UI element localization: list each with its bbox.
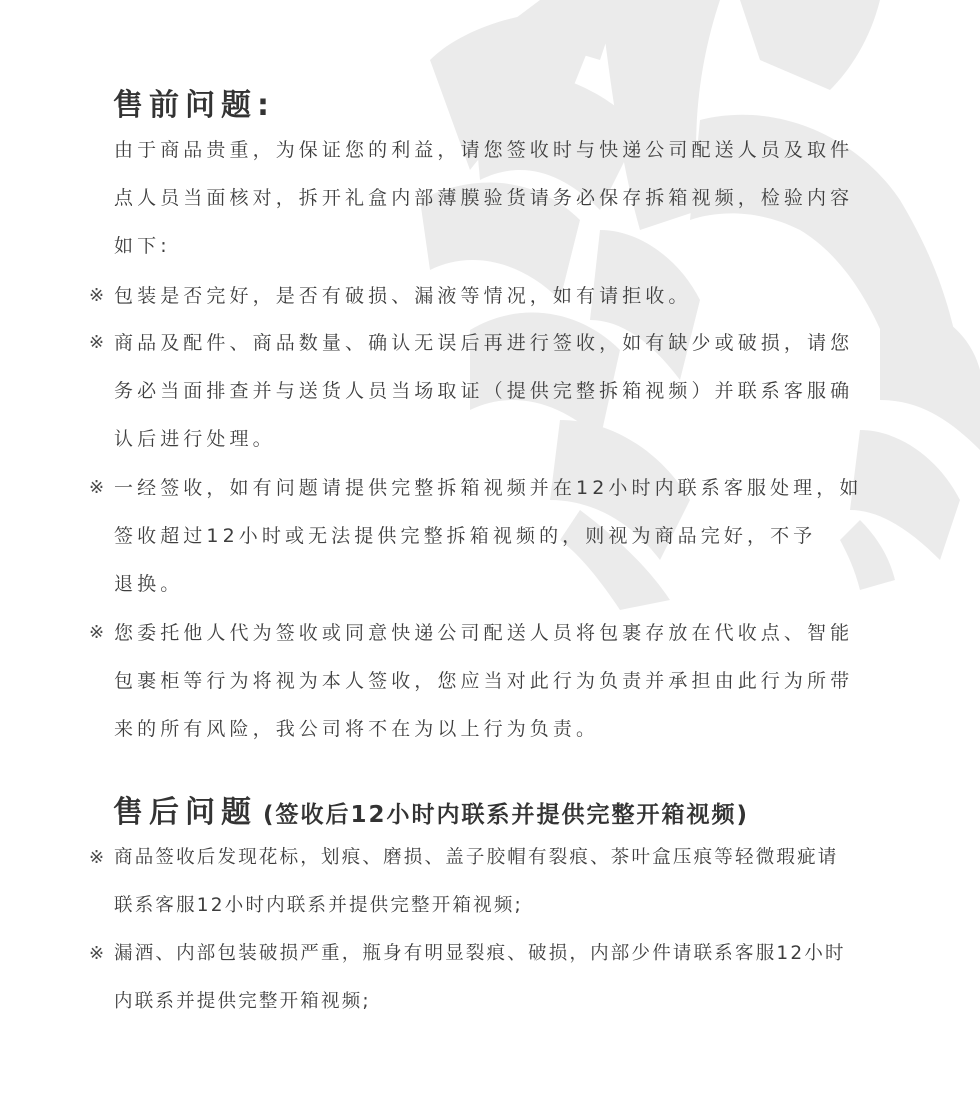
aftersale-item-serious-damage-line-1: 漏酒、内部包装破损严重，瓶身有明显裂痕、破损，内部少件请联系客服12小时 (114, 943, 846, 964)
aftersale-title: 售后问题 (113, 795, 257, 830)
presale-item-packaging-line-1: 包装是否完好，是否有破损、漏液等情况，如有请拒收。 (114, 285, 692, 307)
presale-heading (113, 80, 275, 124)
presale-item-proxy-line-2: 包裹柜等行为将视为本人签收，您应当对此行为负责并承担由此行为所带 (114, 670, 854, 692)
presale-item-after-signing-line-3: 退换。 (114, 573, 184, 595)
presale-title: 售前问题: (113, 88, 275, 123)
bullet-mark-icon: ※ (89, 477, 105, 498)
aftersale-subtitle: (签收后12小时内联系并提供完整开箱视频) (263, 802, 750, 828)
presale-item-verification-line-1: 商品及配件、商品数量、确认无误后再进行签收，如有缺少或破损，请您 (114, 332, 854, 354)
bullet-mark-icon: ※ (89, 943, 105, 964)
bullet-mark-icon: ※ (89, 332, 105, 353)
aftersale-item-minor-flaws-line-1: 商品签收后发现花标，划痕、磨损、盖子胶帽有裂痕、茶叶盒压痕等轻微瑕疵请 (114, 847, 839, 868)
presale-item-proxy-line-1: 您委托他人代为签收或同意快递公司配送人员将包裹存放在代收点、智能 (114, 622, 854, 644)
presale-intro-line-1: 由于商品贵重，为保证您的利益，请您签收时与快递公司配送人员及取件 (114, 139, 854, 161)
presale-item-after-signing-line-1: 一经签收，如有问题请提供完整拆箱视频并在12小时内联系客服处理，如 (114, 477, 863, 499)
bullet-mark-icon: ※ (89, 622, 105, 643)
presale-item-verification-line-3: 认后进行处理。 (114, 428, 276, 450)
bullet-mark-icon: ※ (89, 285, 105, 306)
presale-item-verification-line-2: 务必当面排查并与送货人员当场取证（提供完整拆箱视频）并联系客服确 (114, 380, 854, 402)
bullet-mark-icon: ※ (89, 847, 105, 868)
aftersale-item-serious-damage-line-2: 内联系并提供完整开箱视频; (114, 991, 371, 1012)
presale-intro-line-3: 如下: (114, 235, 171, 257)
presale-item-after-signing-line-2: 签收超过12小时或无法提供完整拆箱视频的，则视为商品完好，不予 (114, 525, 817, 547)
presale-intro-line-2: 点人员当面核对，拆开礼盒内部薄膜验货请务必保存拆箱视频，检验内容 (114, 187, 854, 209)
aftersale-item-minor-flaws-line-2: 联系客服12小时内联系并提供完整开箱视频; (114, 895, 523, 916)
aftersale-heading (113, 787, 749, 831)
presale-item-proxy-line-3: 来的所有风险，我公司将不在为以上行为负责。 (114, 718, 600, 740)
